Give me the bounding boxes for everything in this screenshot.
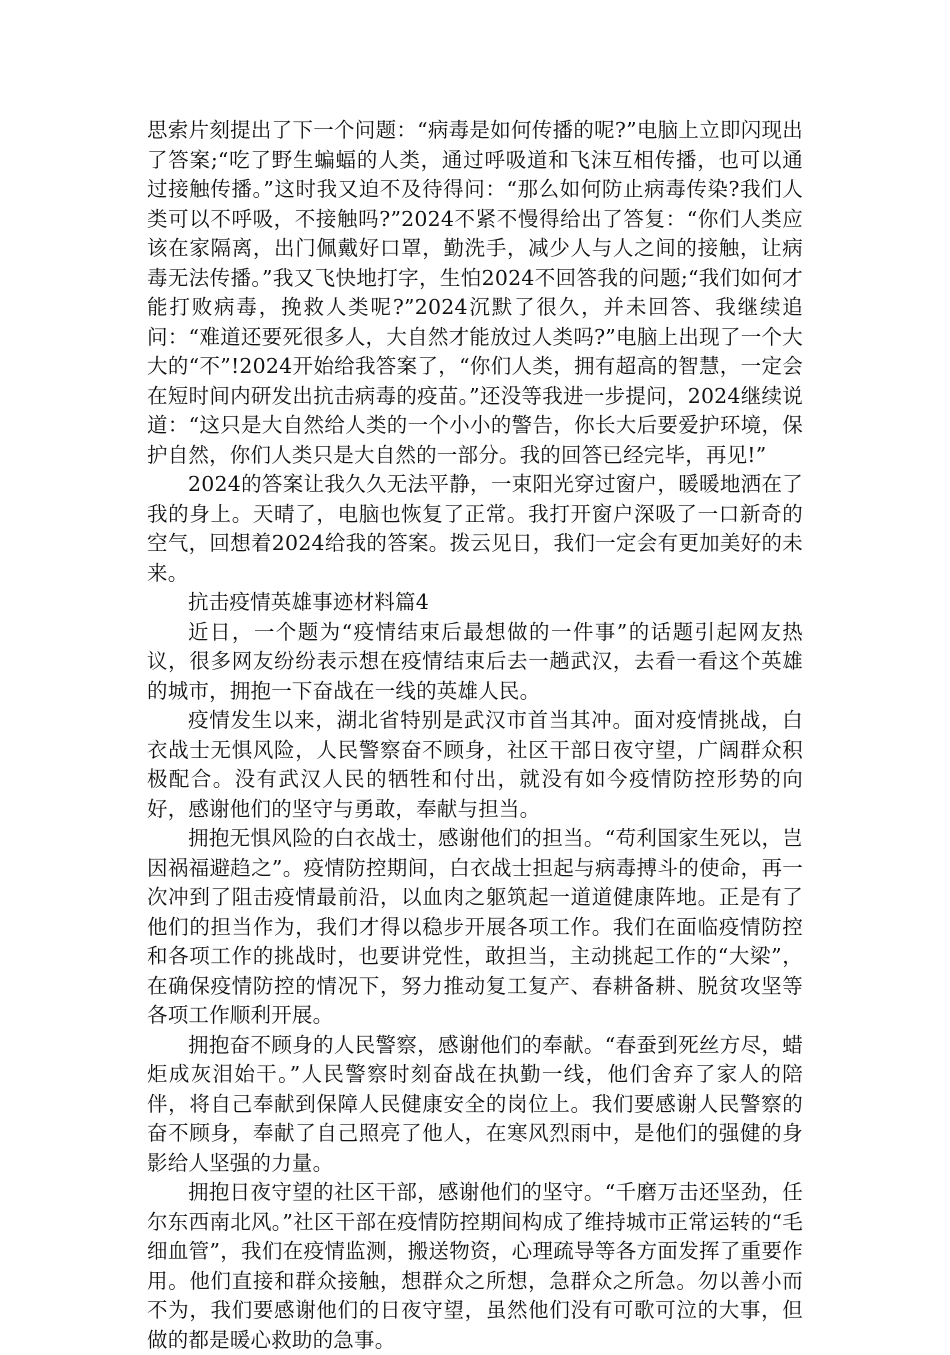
section-heading: 抗击疫情英雄事迹材料篇4 [188,590,429,614]
paragraph-dialogue-2024: 思索片刻提出了下一个问题：“病毒是如何传播的呢?”电脑上立即闪现出了答案;“吃了野生蝙蝠的人类，通过呼吸道和飞沫互相传播，也可以通过接触传播。”这时我又迫不及待得问：“那么如何防止病毒传染?我们人类可以不呼吸，不接触吗?”2024不紧不慢得给出了答复：“你们人类应该在家隔离，出门佩戴好口罩，勤洗手，减少人与人之间的接触，让病毒无法传播。”我又飞快地打字，生怕2024不回答我的问题;“我们如何才能打败病毒，挽救人类呢?”2024沉默了很久，并未回答、我继续追问：“难道还要死很多人，大自然才能放过人类吗?”电脑上出现了一个大大的“不”!2024开始给我答案了，“你们人类，拥有超高的智慧，一定会在短时间内研发出抗击病毒的疫苗。”还没等我进一步提问，2024继续说道：“这只是大自然给人类的一个小小的警告，你长大后要爱护环境，保护自然，你们人类只是大自然的一部分。我的回答已经完毕，再见!” [147,118,803,467]
paragraph-wuhan: 疫情发生以来，湖北省特别是武汉市首当其冲。面对疫情挑战，白衣战士无惧风险，人民警察奋不顾身，社区干部日夜守望，广阔群众积极配合。没有武汉人民的牺牲和付出，就没有如今疫情防控形势的向好，感谢他们的坚守与勇敢，奉献与担当。 [147,708,803,821]
paragraph-answer-reflection: 2024的答案让我久久无法平静，一束阳光穿过窗户，暖暖地洒在了我的身上。天晴了，电脑也恢复了正常。我打开窗户深吸了一口新奇的空气，回想着2024给我的答案。拨云见日，我们一定会有更加美好的未来。 [147,472,803,585]
paragraph-medical-workers: 拥抱无惧风险的白衣战士，感谢他们的担当。“苟利国家生死以，岂因祸福避趋之”。疫情防控期间，白衣战士担起与病毒搏斗的使命，再一次冲到了阻击疫情最前沿，以血肉之躯筑起一道道健康阵地。正是有了他们的担当作为，我们才得以稳步开展各项工作。我们在面临疫情防控和各项工作的挑战时，也要讲党性，敢担当，主动挑起工作的“大梁”，在确保疫情防控的情况下，努力推动复工复产、春耕备耕、脱贫攻坚等各项工作顺利开展。 [147,826,803,1027]
paragraph-police: 拥抱奋不顾身的人民警察，感谢他们的奉献。“春蚕到死丝方尽，蜡炬成灰泪始干。”人民警察时刻奋战在执勤一线，他们舍弃了家人的陪伴，将自己奉献到保障人民健康安全的岗位上。我们要感谢人民警察的奋不顾身，奉献了自己照亮了他人，在寒风烈雨中，是他们的强健的身影给人坚强的力量。 [147,1032,803,1175]
paragraph-community-cadres: 拥抱日夜守望的社区干部，感谢他们的坚守。“千磨万击还坚劲，任尔东西南北风。”社区干部在疫情防控期间构成了维持城市正常运转的“毛细血管”，我们在疫情监测，搬送物资，心理疏导等各方面发挥了重要作用。他们直接和群众接触，想群众之所想，急群众之所急。勿以善小而不为，我们要感谢他们的日夜守望，虽然他们没有可歌可泣的大事，但做的都是暖心救助的急事。 [147,1180,803,1352]
document-body [147,116,803,1355]
paragraph-intro: 近日，一个题为“疫情结束后最想做的一件事”的话题引起网友热议，很多网友纷纷表示想在疫情结束后去一趟武汉，去看一看这个英雄的城市，拥抱一下奋战在一线的英雄人民。 [147,619,803,703]
